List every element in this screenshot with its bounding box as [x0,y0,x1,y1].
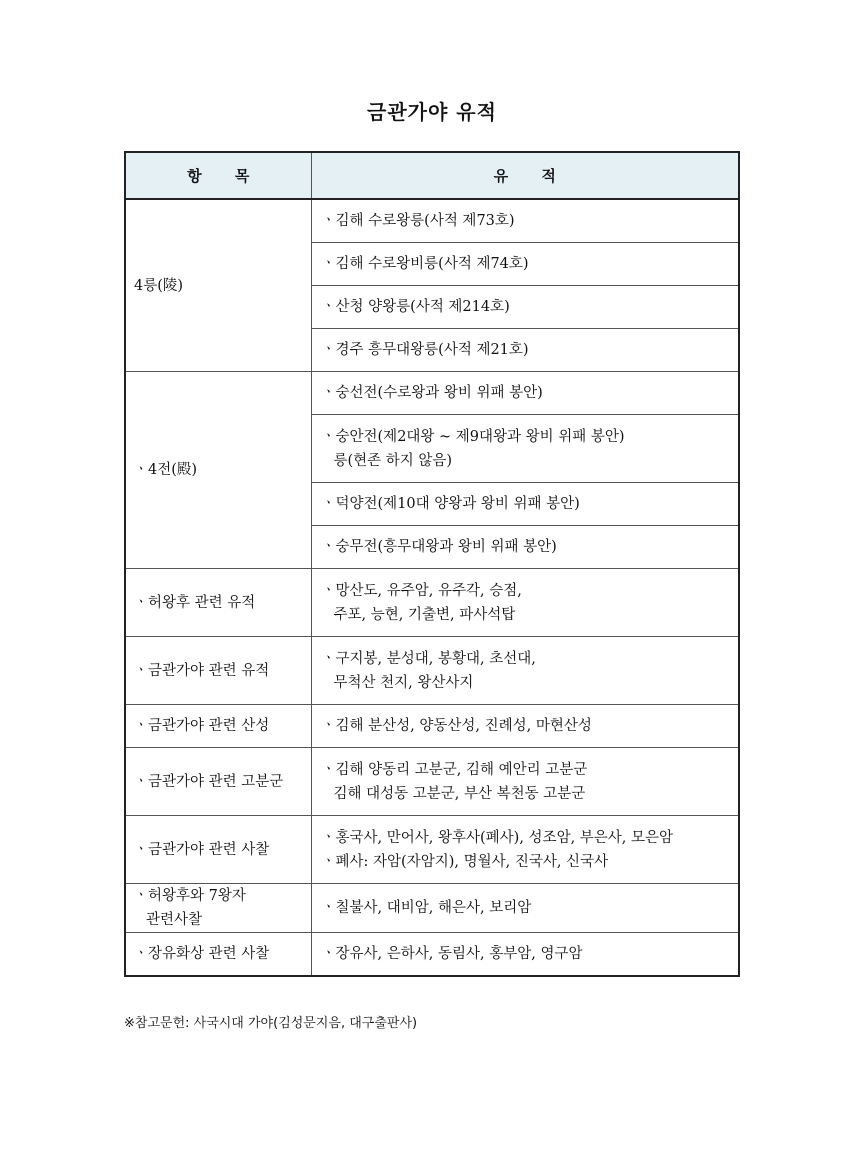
relic-cell [311,286,739,329]
relic-cell [311,243,739,286]
relic-text: ㆍ덕양전(제10대 양왕과 왕비 위패 봉안) [321,496,580,512]
relic-cell [311,637,739,705]
relic-cell [311,372,739,415]
relic-text: ㆍ산청 양왕릉(사적 제214호) [321,299,510,315]
item-cell [125,637,311,705]
header-relic: 유 적 [311,152,739,199]
item-label: ㆍ4전(殿) [134,462,198,478]
item-label: ㆍ금관가야 관련 유적 [134,662,270,679]
table-header-row [125,152,739,199]
relic-cell [311,199,739,243]
header-item: 항 목 [125,152,311,199]
item-cell [125,372,311,569]
item-cell [125,199,311,372]
item-label: ㆍ허왕후 관련 유적 [134,594,256,611]
relic-text: 김해 대성동 고분군, 부산 복천동 고분군 [333,785,586,802]
table-row [125,199,739,243]
table-row [125,569,739,637]
item-cell [125,569,311,637]
relic-text: ㆍ망산도, 유주암, 유주각, 승점, [321,582,522,599]
relic-text: ㆍ김해 분산성, 양동산성, 진례성, 마현산성 [321,718,592,734]
relic-text: ㆍ경주 흥무대왕릉(사적 제21호) [321,342,529,358]
relic-cell [311,705,739,748]
item-label: ㆍ금관가야 관련 고분군 [134,773,284,790]
relic-cell [311,748,739,816]
item-label: ㆍ금관가야 관련 사찰 [134,841,270,858]
relic-text: ㆍ김해 수로왕릉(사적 제73호) [321,213,515,229]
relic-text: 무척산 천지, 왕산사지 [333,674,474,691]
table-row [125,705,739,748]
page-title: 금관가야 유적 [367,100,497,124]
item-label: 관련사찰 [146,912,203,928]
relic-cell [311,483,739,526]
table-row [125,933,739,977]
reference-note: ※참고문헌: 사국시대 가야(김성문지음, 대구출판사) [124,1016,418,1031]
relic-text: 주포, 능현, 기출변, 파사석탑 [333,606,516,623]
relic-text: 릉(현존 하지 않음) [333,452,453,469]
table-row [125,637,739,705]
relic-cell [311,816,739,884]
item-cell [125,748,311,816]
table-row [125,816,739,884]
item-cell [125,816,311,884]
item-cell [125,933,311,977]
relic-cell [311,415,739,483]
relic-text: ㆍ홍국사, 만어사, 왕후사(폐사), 성조암, 부은사, 모은암 [321,829,674,846]
relic-cell [311,526,739,569]
item-cell [125,884,311,933]
relic-text: ㆍ숭선전(수로왕과 왕비 위패 봉안) [321,385,543,401]
relic-text: ㆍ김해 수로왕비릉(사적 제74호) [321,256,529,272]
item-label: ㆍ허왕후와 7왕자 [134,888,246,904]
relic-cell [311,569,739,637]
relic-text: ㆍ숭안전(제2대왕 ~ 제9대왕과 왕비 위패 봉안) [321,428,625,445]
relic-cell [311,884,739,933]
relic-text: ㆍ김해 양동리 고분군, 김해 예안리 고분군 [321,761,588,778]
relics-table [124,151,740,977]
table-row [125,372,739,415]
relic-text: ㆍ장유사, 은하사, 동림사, 홍부암, 영구암 [321,946,583,962]
item-label: ㆍ금관가야 관련 산성 [134,718,270,734]
item-label: ㆍ장유화상 관련 사찰 [134,946,270,962]
item-cell [125,705,311,748]
item-label: 4릉(陵) [134,277,184,294]
relic-cell [311,933,739,977]
relic-text: ㆍ폐사: 자암(자암지), 명월사, 진국사, 신국사 [321,853,609,870]
relic-cell [311,329,739,372]
relic-text: ㆍ숭무전(흥무대왕과 왕비 위패 봉안) [321,539,557,555]
relic-text: ㆍ칠불사, 대비암, 해은사, 보리암 [321,900,532,916]
table-row [125,884,739,933]
table-row [125,748,739,816]
relic-text: ㆍ구지봉, 분성대, 봉황대, 초선대, [321,650,536,667]
